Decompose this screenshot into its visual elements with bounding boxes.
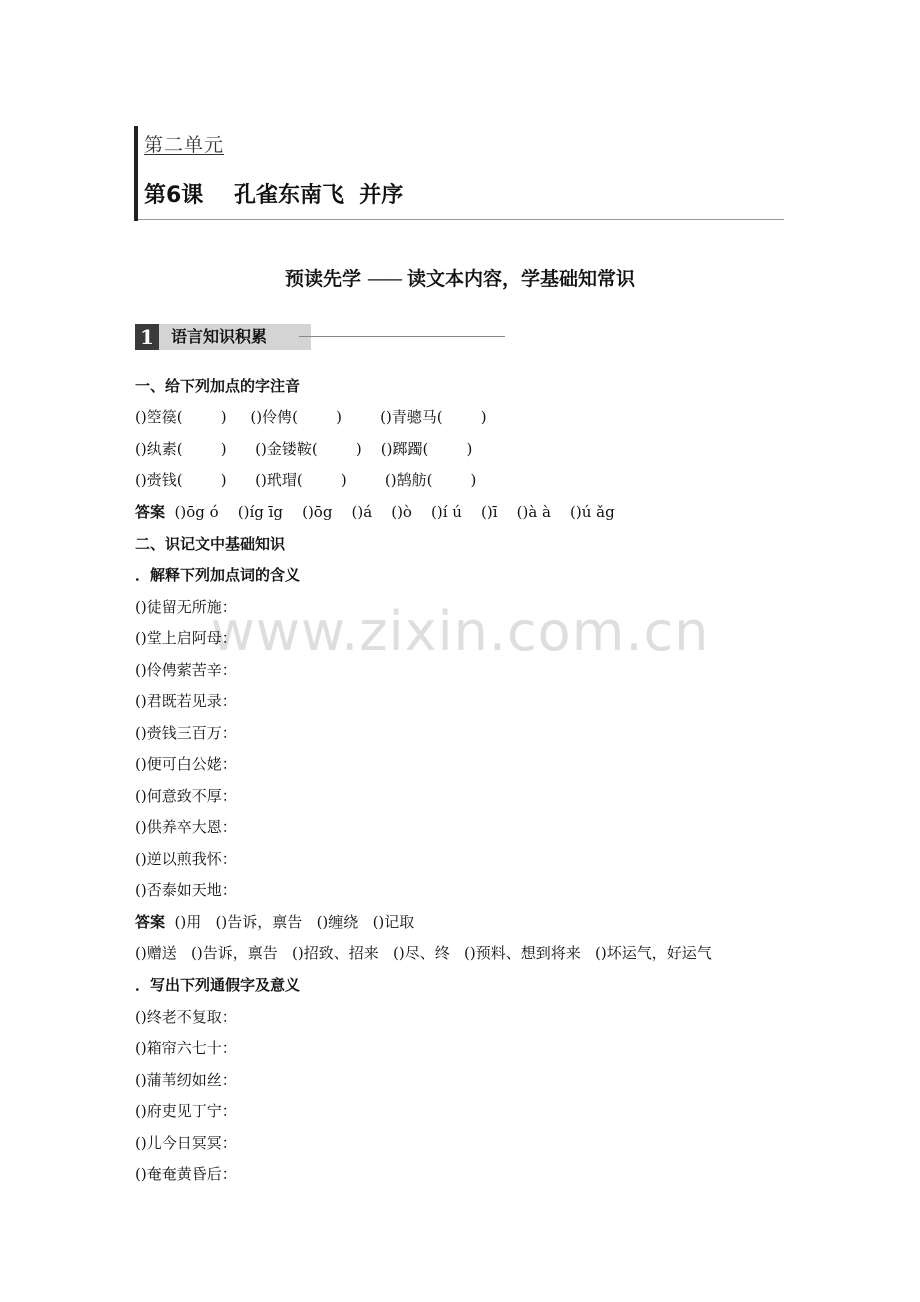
watermark: www.zixin.com.cn: [210, 600, 710, 663]
section-dash: ——: [367, 268, 401, 290]
pinyin-row: ()赍钱( ) ()玳瑁( ) ()鹄舫( ): [135, 471, 477, 489]
list-item: ()便可白公姥：: [135, 755, 237, 773]
question-1-title: 一、给下列加点的字注音: [135, 377, 301, 395]
list-item: ()堂上启阿母：: [135, 629, 237, 647]
list-item: ()伶俜萦苦辛：: [135, 661, 237, 679]
part-number: 1: [135, 324, 159, 350]
unit-label: 第二单元: [144, 134, 225, 156]
pinyin-row: ()箜篌( ) ()伶俜( ) ()青骢马( ): [135, 408, 487, 426]
sub-question-title: ．解释下列加点词的含义: [135, 566, 301, 584]
section-heading: [0, 264, 920, 291]
list-item: ()君既若见录：: [135, 692, 237, 710]
answer-label: 答案: [135, 913, 166, 931]
header-divider: [138, 219, 784, 220]
answer-row: [135, 911, 414, 932]
part-banner: [135, 324, 505, 350]
list-item: ()终老不复取：: [135, 1008, 237, 1026]
section-title: 预读先学: [284, 268, 361, 290]
list-item: ()箱帘六七十：: [135, 1039, 237, 1057]
list-item: ()逆以煎我怀：: [135, 850, 237, 868]
answer-text: ()用 ()告诉，禀告 ()缠绕 ()记取: [165, 913, 415, 931]
answer-row: [135, 501, 615, 522]
sub-question-title: ．写出下列通假字及意义: [135, 976, 301, 994]
list-item: ()何意致不厚：: [135, 787, 237, 805]
list-item: ()赍钱三百万：: [135, 724, 237, 742]
answer-text: ()ōg ó ()íg īg ()ōg ()á ()ò ()í ú ()ī ()à à ()ú ǎg: [165, 503, 615, 521]
pinyin-row: ()纨素( ) ()金镂鞍( ) ()踯躅( ): [135, 440, 473, 458]
list-item: ()徒留无所施：: [135, 598, 237, 616]
answer-text-continued: ()赠送 ()告诉，禀告 ()招致、招来 ()尽、终 ()预料、想到将来 ()坏运气，好运气: [135, 944, 712, 962]
list-item: ()否泰如天地：: [135, 881, 237, 899]
list-item: ()儿今日冥冥：: [135, 1134, 237, 1152]
list-item: ()蒲苇纫如丝：: [135, 1071, 237, 1089]
list-item: ()供养卒大恩：: [135, 818, 237, 836]
lesson-title: 第6课 孔雀东南飞 并序: [144, 183, 404, 208]
question-2-title: 二、识记文中基础知识: [135, 535, 286, 553]
part-label: 语言知识积累: [159, 324, 311, 350]
part-divider: [299, 336, 505, 337]
page-header: [134, 126, 784, 221]
list-item: ()奄奄黄昏后：: [135, 1165, 237, 1183]
answer-label: 答案: [135, 503, 166, 521]
header-vertical-bar: [134, 126, 138, 221]
list-item: ()府吏见丁宁：: [135, 1102, 237, 1120]
section-subtitle: 读文本内容，学基础知常识: [407, 268, 636, 290]
